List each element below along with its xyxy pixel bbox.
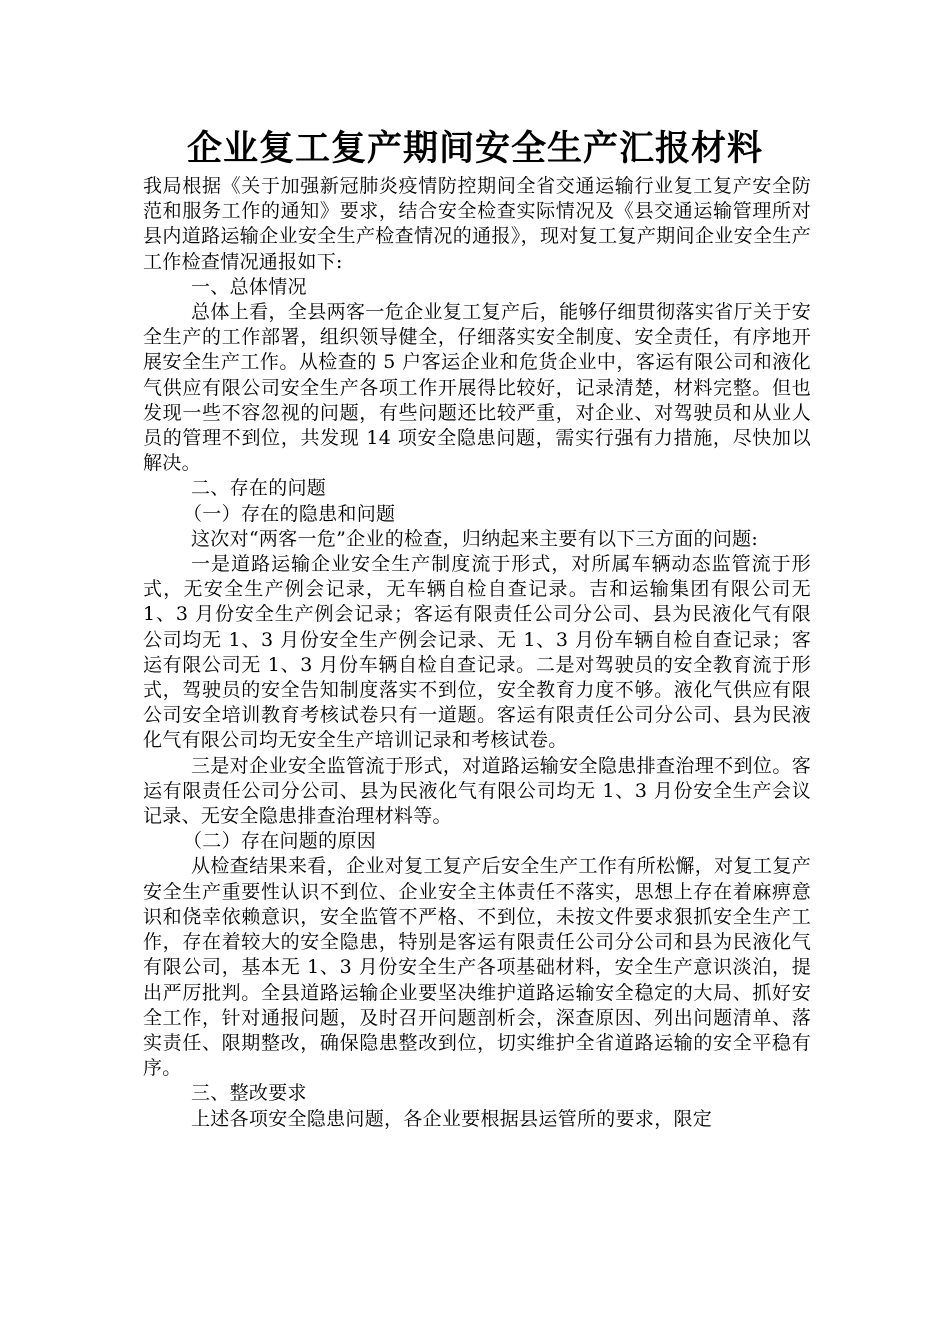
paragraph-intro: 我局根据《关于加强新冠肺炎疫情防控期间全省交通运输行业复工复产安全防范和服务工作的通知》要求，结合安全检查实际情况及《县交通运输管理所对县内道路运输企业安全生产检查情况的通报》，现对复工复产期间企业安全生产工作检查情况通报如下: [143,175,811,273]
subsection-heading-causes: （二）存在问题的原因 [183,830,377,853]
paragraph-hazards-intro: 这次对“两客一危”企业的检查，归纳起来主要有以下三方面的问题: [191,527,759,550]
paragraph-hazards-three: 三是对企业安全监管流于形式，对道路运输安全隐患排查治理不到位。客运有限责任公司分公司、县为民液化气有限公司均无 1、3 月份安全生产会议记录、无安全隐患排查治理材料等。 [143,754,811,828]
section-heading-overview: 一、总体情况 [191,275,307,298]
section-heading-requirements: 三、整改要求 [191,1082,307,1105]
paragraph-hazards-one-two: 一是道路运输企业安全生产制度流于形式，对所属车辆动态监管流于形式，无安全生产例会记录，无车辆自检自查记录。吉和运输集团有限公司无 1、3 月份安全生产例会记录；客运有限责任公司分公司、县为民液化气有限公司均无 1、3 月份安全生产例会记录、无 1、3 月份车辆自检自查记录；客运有限公司无 1、3 月份车辆自检自查记录。二是对驾驶员的安全教育流于形式，驾驶员的安全告知制度落实不到位，安全教育力度不够。液化气供应有限公司安全培训教育考核试卷只有一道题。客运有限责任公司分公司、县为民液化气有限公司均无安全生产培训记录和考核试卷。 [143,553,811,752]
subsection-heading-hazards: （一）存在的隐患和问题 [183,502,396,525]
section-heading-problems: 二、存在的问题 [191,477,327,500]
paragraph-causes: 从检查结果来看，企业对复工复产后安全生产工作有所松懈，对复工复产安全生产重要性认识不到位、企业安全主体责任不落实，思想上存在着麻痹意识和侥幸依赖意识，安全监管不严格、不到位，未按文件要求狠抓安全生产工作，存在着较大的安全隐患，特别是客运有限责任公司分公司和县为民液化气有限公司，基本无 1、3 月份安全生产各项基础材料，安全生产意识淡泊，提出严厉批判。全县道路运输企业要坚决维护道路运输安全稳定的大局、抓好安全工作，针对通报问题，及时召开问题剖析会，深查原因、列出问题清单、落实责任、限期整改，确保隐患整改到位，切实维护全省道路运输的安全平稳有序。 [143,855,811,1080]
paragraph-requirements: 上述各项安全隐患问题，各企业要根据县运管所的要求，限定 [191,1107,713,1130]
document-body [143,174,811,1132]
document-title: 企业复工复产期间安全生产汇报材料 [186,128,763,169]
paragraph-overview: 总体上看，全县两客一危企业复工复产后，能够仔细贯彻落实省厅关于安全生产的工作部署，组织领导健全，仔细落实安全制度、安全责任，有序地开展安全生产工作。从检查的 5 户客运企业和危货企业中，客运有限公司和液化气供应有限公司安全生产各项工作开展得比较好，记录清楚，材料完整。但也发现一些不容忽视的问题，有些问题还比较严重，对企业、对驾驶员和从业人员的管理不到位，共发现 14 项安全隐患问题，需实行强有力措施，尽快加以解决。 [143,301,811,475]
